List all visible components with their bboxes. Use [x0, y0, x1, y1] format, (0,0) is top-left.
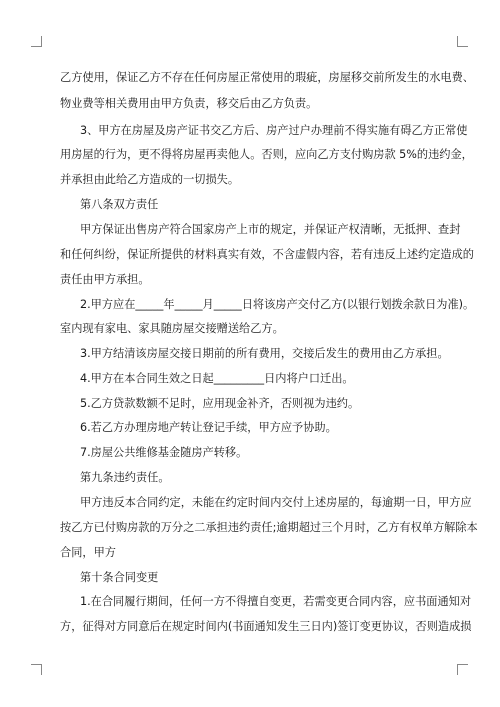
text-line: 物业费等相关费用由甲方负责，移交后由乙方负责。: [60, 97, 318, 110]
crop-mark-top-right: [457, 36, 468, 47]
crop-mark-top-left: [31, 36, 42, 47]
text-line: 室内现有家电、家具随房屋交接赠送给乙方。: [60, 322, 284, 335]
text-line: 并承担由此给乙方造成的一切损失。: [60, 173, 240, 186]
text-line: 6.若乙方办理房地产转让登记手续，甲方应予协助。: [80, 421, 337, 434]
crop-mark-bottom-right: [457, 664, 468, 675]
section-heading: 第十条合同变更: [80, 571, 159, 584]
text-line: 方，征得对方同意后在规定时间内(书面通知发生三日内)签订变更协议，否则造成损: [60, 620, 472, 633]
text-line: 责任由甲方承担。: [60, 273, 150, 286]
text-line: 和任何纠纷，保证所提供的材料真实有效，不含虚假内容，若有违反上述约定造成的: [60, 248, 474, 261]
text-line: 7.房屋公共维修基金随房产转移。: [80, 446, 248, 459]
section-heading: 第八条双方责任: [80, 198, 159, 211]
text-line: 乙方使用，保证乙方不存在任何房屋正常使用的瑕疵，房屋移交前所发生的水电费、: [60, 71, 474, 84]
text-line: 按乙方已付购房款的万分之二承担违约责任;逾期超过三个月时，乙方有权单方解除本: [60, 521, 478, 534]
text-line: 3.甲方结清该房屋交接日期前的所有费用，交接后发生的费用由乙方承担。: [80, 347, 449, 360]
crop-mark-bottom-left: [31, 664, 42, 675]
text-line: 3、甲方在房屋及房产证书交乙方后、房产过户办理前不得实施有碍乙方正常使: [80, 124, 468, 137]
text-line: 4.甲方在本合同生效之日起_________日内将户口迁出。: [80, 372, 354, 385]
text-line: 合同，甲方: [60, 546, 116, 559]
text-line: 用房屋的行为，更不得将房屋再卖他人。否则，应向乙方支付购房款 5%的违约金，: [60, 148, 473, 161]
section-heading: 第九条违约责任。: [80, 471, 170, 484]
text-line: 1.在合同履行期间，任何一方不得擅自变更，若需变更合同内容，应书面通知对: [80, 595, 472, 608]
text-line: 2.甲方应在_____年_____月_____日将该房产交付乙方(以银行划拨余款日为准)。: [80, 298, 475, 311]
text-line: 5.乙方贷款数额不足时，应用现金补齐，否则视为违约。: [80, 397, 360, 410]
text-line: 甲方保证出售房产符合国家房产上市的规定，并保证产权清晰，无抵押、查封: [80, 223, 461, 236]
text-line: 甲方违反本合同约定，未能在约定时间内交付上述房屋的，每逾期一日，甲方应: [80, 496, 472, 509]
